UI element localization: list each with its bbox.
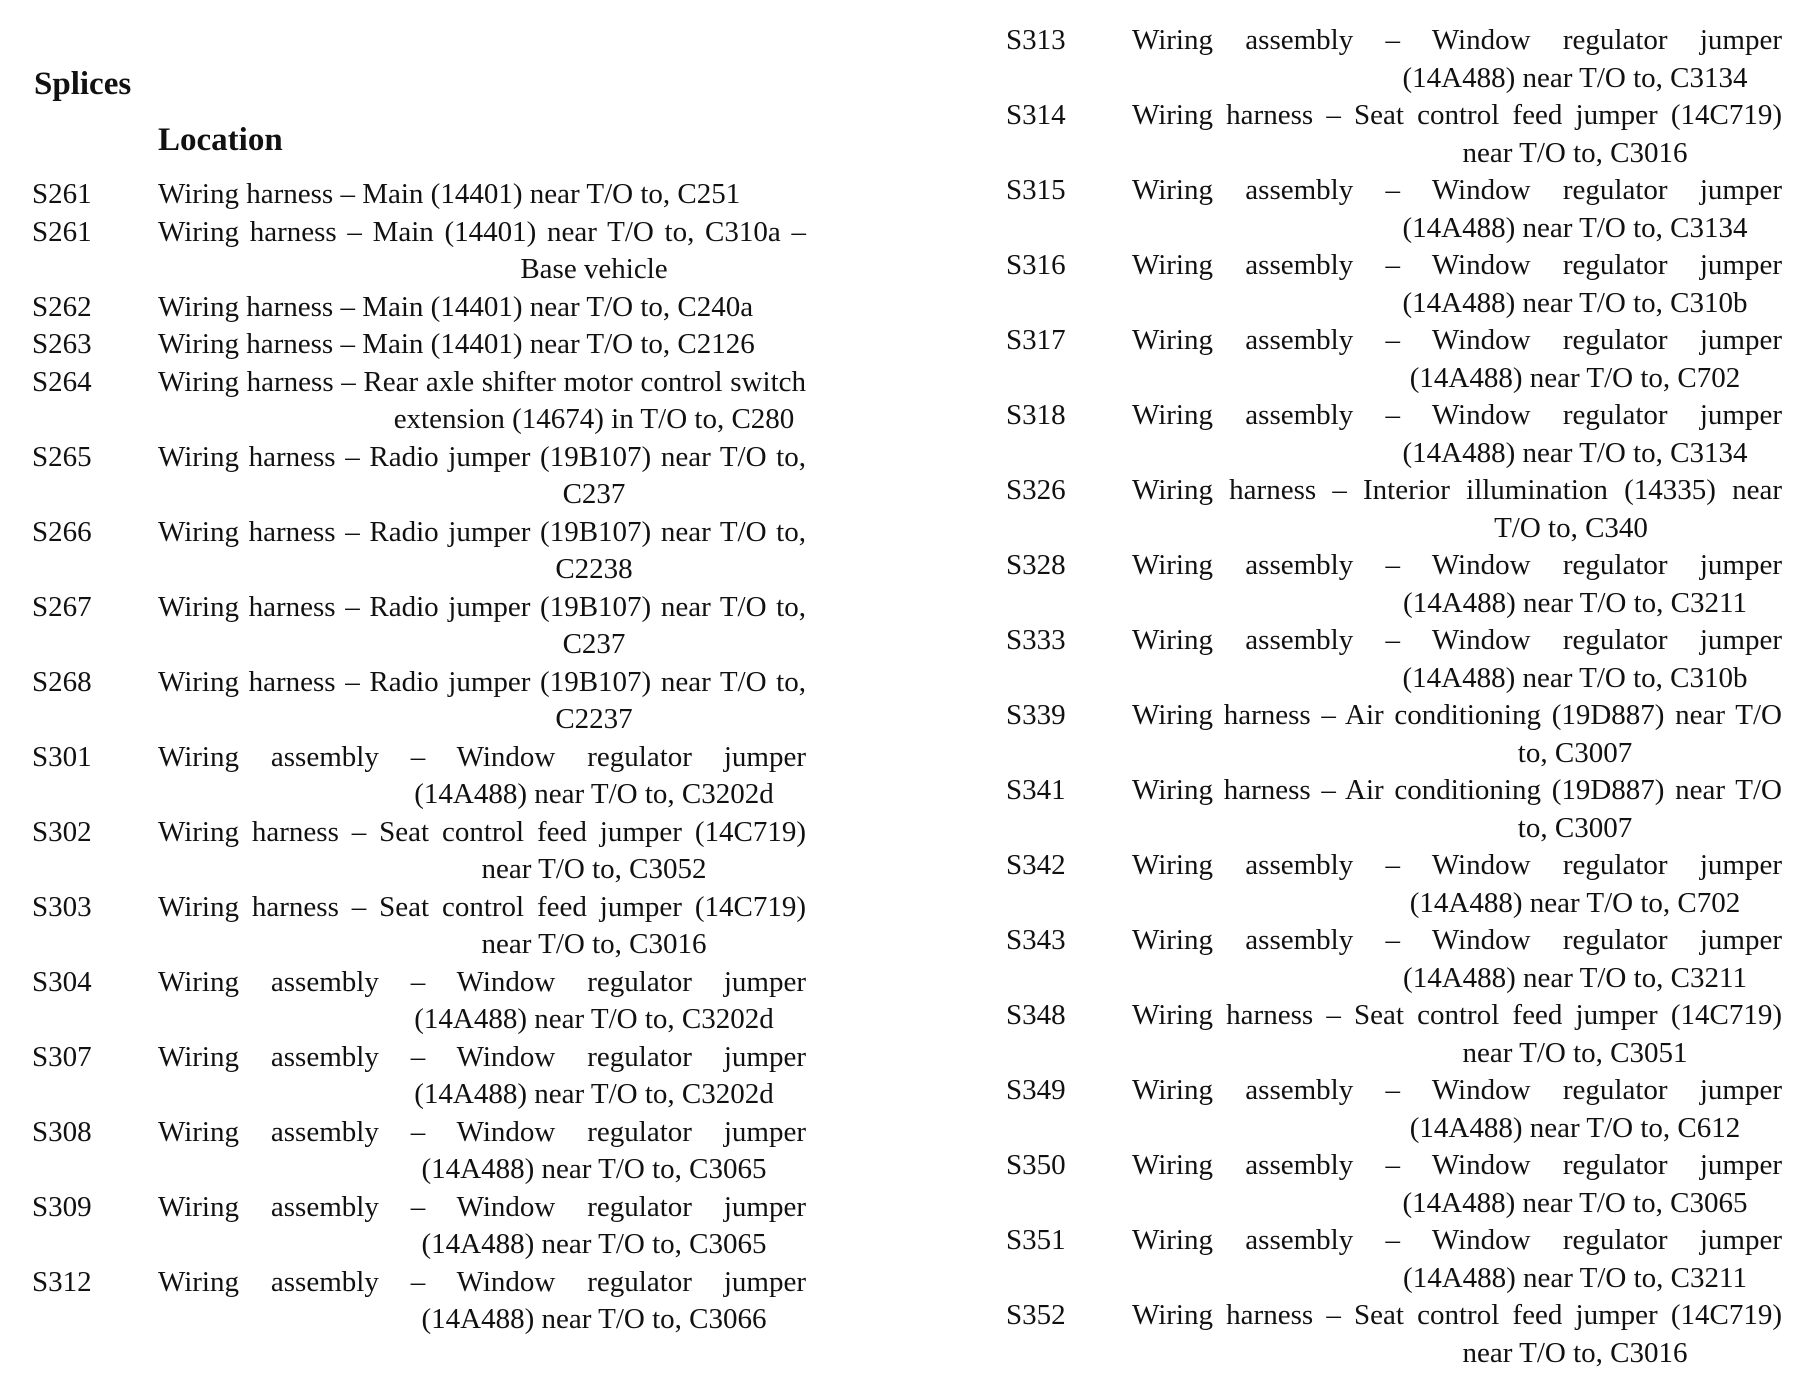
splice-location <box>1132 97 1782 172</box>
page-title: Splices <box>34 66 132 102</box>
splice-location-line1: Wiring assembly – Window regulator jumper <box>1132 324 1782 356</box>
splice-location-line2: (14A488) near T/O to, C3202d <box>414 1078 774 1110</box>
splice-location <box>1132 1072 1782 1147</box>
splice-location <box>1132 622 1782 697</box>
splice-location-line2: (14A488) near T/O to, C702 <box>1409 886 1741 919</box>
splice-location-line1: Wiring harness – Interior illumination (14335) near <box>1132 474 1782 506</box>
splice-id: S313 <box>1006 24 1066 56</box>
splice-location-line2: to, C3007 <box>1517 811 1633 844</box>
splice-location-line1: Wiring assembly – Window regulator jumper <box>1132 1149 1782 1181</box>
splice-location-line1: Wiring assembly – Window regulator jumper <box>1132 24 1782 56</box>
splice-location <box>158 739 806 814</box>
splice-location-line2: near T/O to, C3016 <box>481 928 707 960</box>
splice-location-line1: Wiring assembly – Window regulator jumper <box>1132 1074 1782 1106</box>
splice-id: S339 <box>1006 699 1066 731</box>
splice-location-line2: (14A488) near T/O to, C3134 <box>1402 61 1748 94</box>
splice-location <box>1132 997 1782 1072</box>
splice-location-line1: Wiring assembly – Window regulator jumper <box>1132 624 1782 656</box>
splice-location <box>158 589 806 664</box>
splice-location-line1: Wiring harness – Radio jumper (19B107) near T/O to, <box>158 515 806 548</box>
splice-location-line1: Wiring assembly – Window regulator jumper <box>158 1040 806 1073</box>
splice-location-line1: Wiring harness – Radio jumper (19B107) near T/O to, <box>158 665 806 698</box>
splice-location-line2: near T/O to, C3016 <box>1462 136 1688 169</box>
splice-id: S349 <box>1006 1074 1066 1106</box>
splice-location-line2: (14A488) near T/O to, C3211 <box>1403 961 1747 994</box>
splice-id: S328 <box>1006 549 1066 581</box>
splice-location <box>158 176 806 214</box>
splice-id: S268 <box>32 665 92 698</box>
splice-id: S326 <box>1006 474 1066 506</box>
splice-location <box>1132 397 1782 472</box>
splice-location-line2: extension (14674) in T/O to, C280 <box>393 403 795 435</box>
splice-location-line1: Wiring assembly – Window regulator jumper <box>1132 399 1782 431</box>
splice-location-line2: C237 <box>562 478 626 510</box>
splice-location <box>158 1114 806 1189</box>
splice-id: S333 <box>1006 624 1066 656</box>
splice-location-line1: Wiring assembly – Window regulator jumper <box>1132 924 1782 956</box>
splice-id: S348 <box>1006 999 1066 1031</box>
splice-location-line2: (14A488) near T/O to, C3211 <box>1403 586 1747 619</box>
splice-location-line2: near T/O to, C3051 <box>1462 1036 1688 1069</box>
splice-location <box>158 439 806 514</box>
splice-id: S304 <box>32 965 92 998</box>
splice-location-line2: (14A488) near T/O to, C3202d <box>414 1003 774 1035</box>
splice-id: S302 <box>32 815 92 848</box>
splice-location-line2: C2237 <box>555 703 633 735</box>
splice-location-line1: Wiring harness – Main (14401) near T/O to, C251 <box>158 178 741 210</box>
splice-id: S261 <box>32 178 92 210</box>
splice-id: S303 <box>32 890 92 923</box>
splice-location-line1: Wiring assembly – Window regulator jumper <box>158 1265 806 1298</box>
splice-location <box>158 364 806 439</box>
splice-location-line2: T/O to, C340 <box>1494 511 1648 544</box>
splice-location-line2: (14A488) near T/O to, C310b <box>1402 286 1748 319</box>
splice-location-line1: Wiring harness – Seat control feed jumper (14C719) <box>1132 999 1782 1031</box>
splice-id: S265 <box>32 440 92 473</box>
splice-location-line2: to, C3007 <box>1517 736 1633 769</box>
splice-location-line2: (14A488) near T/O to, C612 <box>1409 1111 1741 1144</box>
splice-location-line1: Wiring harness – Rear axle shifter motor control switch <box>158 365 806 398</box>
splice-id: S351 <box>1006 1224 1066 1256</box>
splice-location <box>1132 172 1782 247</box>
splice-id: S263 <box>32 328 92 360</box>
splice-id: S266 <box>32 515 92 548</box>
splice-id: S352 <box>1006 1299 1066 1331</box>
splice-location-line2: C2238 <box>555 553 633 585</box>
splice-location-line2: (14A488) near T/O to, C3065 <box>421 1153 767 1185</box>
splice-location-line1: Wiring harness – Main (14401) near T/O to, C240a <box>158 290 754 323</box>
splice-location <box>1132 1222 1782 1297</box>
splice-location-line1: Wiring harness – Seat control feed jumper (14C719) <box>158 890 806 923</box>
splice-id: S301 <box>32 740 92 773</box>
splice-id: S312 <box>32 1265 92 1298</box>
splice-id: S350 <box>1006 1149 1066 1181</box>
splice-location-line1: Wiring harness – Seat control feed jumper (14C719) <box>158 815 806 848</box>
splice-id: S264 <box>32 365 92 398</box>
splice-location-line2: (14A488) near T/O to, C3134 <box>1402 211 1748 244</box>
column-header-location: Location <box>158 122 283 158</box>
splice-location <box>158 889 806 964</box>
splice-location-line2: (14A488) near T/O to, C3065 <box>1402 1186 1748 1219</box>
splice-location-line1: Wiring harness – Main (14401) near T/O to, C2126 <box>158 328 755 360</box>
splice-location-line1: Wiring harness – Main (14401) near T/O to, C310a – <box>158 215 806 248</box>
splice-location <box>158 1264 806 1339</box>
splice-location <box>158 664 806 739</box>
splice-location-line2: near T/O to, C3016 <box>1462 1336 1688 1369</box>
splice-location-line1: Wiring harness – Air conditioning (19D887) near T/O <box>1132 774 1782 806</box>
splice-location <box>158 289 806 327</box>
splice-id: S318 <box>1006 399 1066 431</box>
splice-id: S316 <box>1006 249 1066 281</box>
splice-location <box>158 326 806 364</box>
splice-location <box>158 214 806 289</box>
splice-id: S308 <box>32 1115 92 1148</box>
splice-location-line1: Wiring assembly – Window regulator jumper <box>158 1190 806 1223</box>
splice-id: S315 <box>1006 174 1066 206</box>
splice-id: S342 <box>1006 849 1066 881</box>
splice-location-line1: Wiring harness – Air conditioning (19D887) near T/O <box>1132 699 1782 731</box>
splice-location-line2: (14A488) near T/O to, C3202d <box>414 778 774 810</box>
splice-location-line2: Base vehicle <box>520 253 668 285</box>
splice-id: S341 <box>1006 774 1066 806</box>
splice-location <box>158 1189 806 1264</box>
splice-location-line1: Wiring assembly – Window regulator jumper <box>1132 549 1782 581</box>
splice-location-line1: Wiring harness – Radio jumper (19B107) near T/O to, <box>158 590 806 623</box>
splice-location-line1: Wiring assembly – Window regulator jumper <box>1132 849 1782 881</box>
splice-location <box>1132 847 1782 922</box>
splice-location <box>1132 322 1782 397</box>
splice-location <box>1132 922 1782 997</box>
splice-location-line2: (14A488) near T/O to, C310b <box>1402 661 1748 694</box>
splice-location <box>1132 547 1782 622</box>
splice-id: S309 <box>32 1190 92 1223</box>
splice-location-line2: (14A488) near T/O to, C3066 <box>421 1303 767 1335</box>
splice-location-line1: Wiring assembly – Window regulator jumper <box>1132 249 1782 281</box>
splice-location <box>158 814 806 889</box>
splice-location <box>1132 22 1782 97</box>
splice-location-line2: (14A488) near T/O to, C702 <box>1409 361 1741 394</box>
splice-location-line1: Wiring harness – Radio jumper (19B107) near T/O to, <box>158 440 806 473</box>
splice-location-line1: Wiring harness – Seat control feed jumper (14C719) <box>1132 99 1782 131</box>
splice-location <box>1132 472 1782 547</box>
splice-location <box>1132 697 1782 772</box>
splice-location-line1: Wiring assembly – Window regulator jumper <box>158 740 806 773</box>
splice-location-line2: (14A488) near T/O to, C3134 <box>1402 436 1748 469</box>
splice-location-line1: Wiring assembly – Window regulator jumper <box>1132 174 1782 206</box>
splice-id: S261 <box>32 215 92 248</box>
splice-id: S343 <box>1006 924 1066 956</box>
splice-id: S262 <box>32 290 92 323</box>
splice-location <box>1132 1297 1782 1372</box>
splice-location-line2: (14A488) near T/O to, C3065 <box>421 1228 767 1260</box>
splice-location <box>1132 247 1782 322</box>
splice-location-line2: C237 <box>562 628 626 660</box>
splice-location <box>158 1039 806 1114</box>
splice-location-line1: Wiring assembly – Window regulator jumper <box>158 965 806 998</box>
splice-location-line1: Wiring assembly – Window regulator jumper <box>158 1115 806 1148</box>
splice-location-line2: near T/O to, C3052 <box>481 853 707 885</box>
splice-id: S267 <box>32 590 92 623</box>
splice-id: S314 <box>1006 99 1066 131</box>
splice-location <box>158 514 806 589</box>
splice-id: S317 <box>1006 324 1066 356</box>
splice-location <box>1132 772 1782 847</box>
splice-id: S307 <box>32 1040 92 1073</box>
splice-location <box>1132 1147 1782 1222</box>
splice-location-line1: Wiring harness – Seat control feed jumper (14C719) <box>1132 1299 1782 1331</box>
splice-location <box>158 964 806 1039</box>
splice-location-line2: (14A488) near T/O to, C3211 <box>1403 1261 1747 1294</box>
splice-location-line1: Wiring assembly – Window regulator jumper <box>1132 1224 1782 1256</box>
